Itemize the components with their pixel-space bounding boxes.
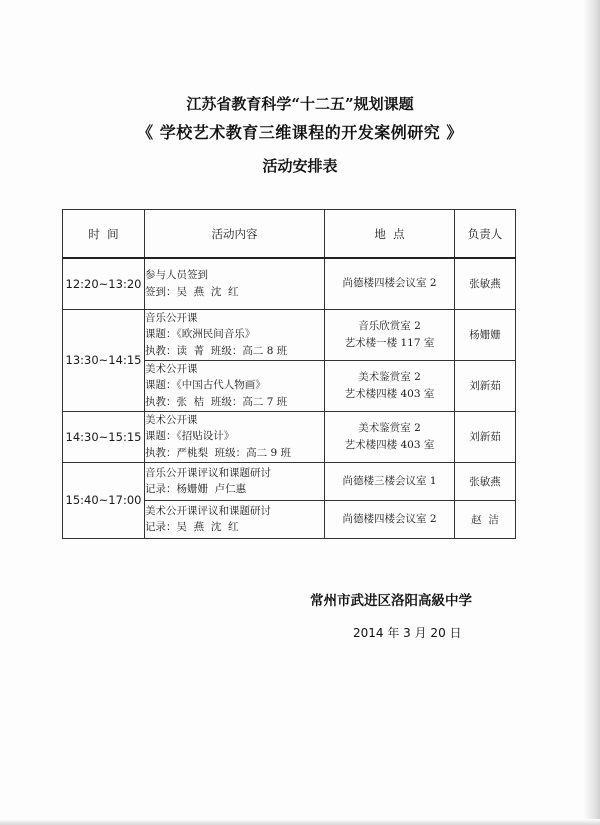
scan-shadow-bottom <box>0 819 600 825</box>
document-date: 2014 年 3 月 20 日 <box>353 626 462 640</box>
activity-line: 签到：吴 燕 沈 红 <box>145 285 239 298</box>
activity-cell <box>145 309 325 360</box>
time-cell: 14:30~15:15 <box>63 411 145 462</box>
activity-line: 课题：《欧洲民间音乐》 <box>145 328 256 341</box>
header-person: 负责人 <box>455 210 516 259</box>
table-row <box>63 462 516 500</box>
person-cell: 刘新茹 <box>455 360 516 411</box>
activity-cell <box>145 500 325 538</box>
activity-line: 美术公开课评议和课题研讨 <box>145 504 271 517</box>
person-cell: 张敏燕 <box>455 462 516 500</box>
location-cell <box>325 360 455 411</box>
person-cell: 张敏燕 <box>455 258 516 309</box>
time-cell: 15:40~17:00 <box>63 462 145 538</box>
activity-line: 音乐公开课评议和课题研讨 <box>145 466 271 479</box>
location-line: 艺术楼四楼 403 室 <box>344 438 435 451</box>
activity-line: 记录：吴 燕 沈 红 <box>145 521 239 533</box>
activity-line: 执教：严桃梨 班级：高二 9 班 <box>145 446 292 459</box>
location-cell <box>325 309 455 360</box>
person-cell: 刘新茹 <box>455 411 516 462</box>
activity-line: 参与人员签到 <box>145 269 208 282</box>
title-schedule: 活动安排表 <box>262 157 338 175</box>
location-line: 尚德楼四楼会议室 2 <box>342 277 437 290</box>
location-cell <box>325 462 455 500</box>
table-header-row <box>63 210 516 259</box>
activity-line: 音乐公开课 <box>145 311 198 324</box>
activity-cell <box>145 411 325 462</box>
activity-line: 美术公开课 <box>145 413 198 426</box>
time-cell: 12:20~13:20 <box>63 258 145 309</box>
location-line: 艺术楼四楼 403 室 <box>344 387 435 400</box>
location-cell <box>325 258 455 309</box>
activity-line: 执教：读 菁 班级：高二 8 班 <box>145 344 288 357</box>
title-project: 江苏省教育科学“十二五”规划课题 <box>186 95 414 113</box>
activity-line: 课题：《招贴设计》 <box>145 430 235 443</box>
person-cell: 杨姗姗 <box>455 309 516 360</box>
activity-cell <box>145 258 325 309</box>
header-time: 时 间 <box>63 210 145 259</box>
location-line: 美术鉴赏室 2 <box>358 370 421 383</box>
title-research: 《 学校艺术教育三维课程的开发案例研究 》 <box>137 123 463 142</box>
activity-cell <box>145 360 325 411</box>
location-cell <box>325 500 455 538</box>
table-row <box>63 309 516 360</box>
location-line: 尚德楼四楼会议室 2 <box>342 512 437 525</box>
activity-line: 美术公开课 <box>145 362 198 375</box>
location-cell <box>325 411 455 462</box>
activity-line: 课题：《中国古代人物画》 <box>145 379 266 392</box>
activity-cell <box>145 462 325 500</box>
time-cell: 13:30~14:15 <box>63 309 145 411</box>
table-row <box>63 411 516 462</box>
location-line: 音乐欣赏室 2 <box>358 319 421 332</box>
location-line: 美术鉴赏室 2 <box>358 421 421 434</box>
header-activity: 活动内容 <box>145 210 325 259</box>
activity-line: 记录：杨姗姗 卢仁惠 <box>145 483 247 495</box>
location-line: 尚德楼三楼会议室 1 <box>342 474 437 487</box>
person-cell: 赵 洁 <box>455 500 516 538</box>
table-row <box>63 258 516 309</box>
school-name: 常州市武进区洛阳高級中学 <box>310 593 472 609</box>
location-line: 艺术楼一楼 117 室 <box>344 336 435 349</box>
header-location: 地 点 <box>325 210 455 259</box>
activity-line: 执教：张 桔 班级：高二 7 班 <box>145 395 288 408</box>
schedule-table <box>62 209 516 539</box>
